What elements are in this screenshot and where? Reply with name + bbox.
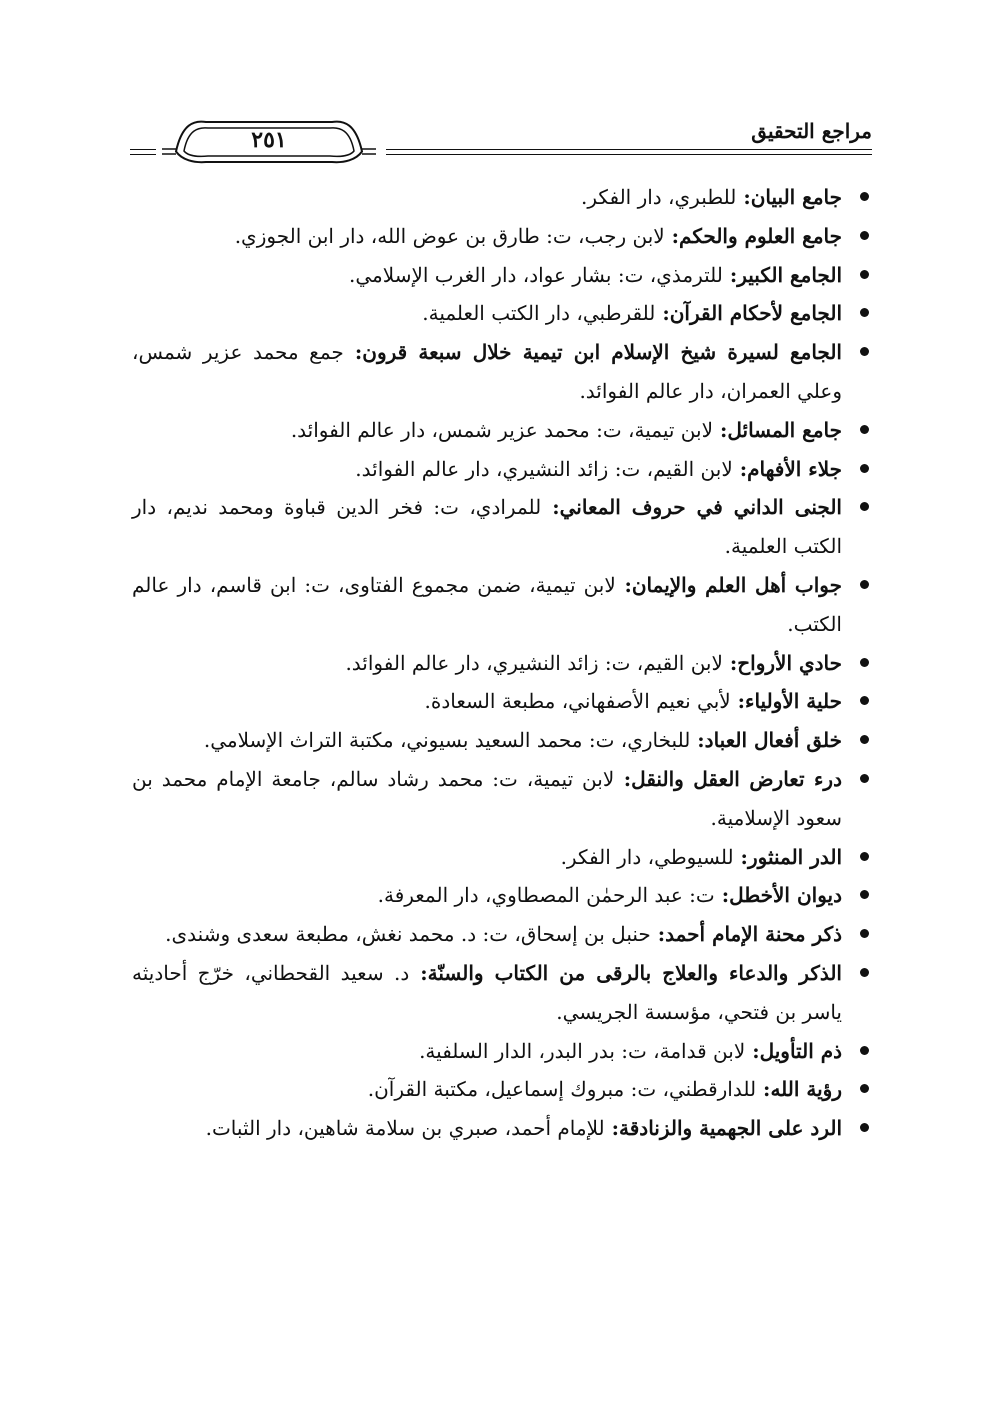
- reference-entry: [132, 1109, 872, 1148]
- bullet-icon: [860, 774, 869, 783]
- title-separator: :: [714, 883, 730, 908]
- reference-title: الجامع لسيرة شيخ الإسلام ابن تيمية خلال سبعة قرون: [362, 340, 842, 365]
- reference-details: لابن تيمية، ت: محمد عزير شمس، دار عالم الفوائد.: [290, 417, 713, 442]
- title-separator: :: [664, 223, 680, 248]
- reference-title: الرد على الجهمية والزنادقة: [619, 1116, 842, 1141]
- reference-entry: [132, 721, 872, 760]
- reference-entry: [132, 566, 872, 644]
- reference-entry: [132, 954, 872, 1032]
- title-separator: :: [756, 1077, 771, 1102]
- bullet-icon: [860, 308, 869, 317]
- title-separator: :: [343, 340, 363, 365]
- reference-title: خلق أفعال العباد: [704, 728, 842, 753]
- bullet-icon: [860, 1084, 869, 1093]
- reference-entry: [132, 876, 872, 915]
- bullet-icon: [860, 347, 869, 356]
- reference-details: جمع محمد عزير شمس، وعلي العمران، دار عالم الفوائد.: [132, 340, 842, 403]
- reference-title: الذكر والدعاء والعلاج بالرقى من الكتاب والسنّة: [427, 960, 842, 985]
- bullet-icon: [860, 929, 869, 938]
- reference-details: حنبل بن إسحاق، ت: د. محمد نغش، مطبعة سعدى وشندى.: [165, 922, 651, 947]
- title-separator: :: [713, 417, 728, 442]
- page-header: [130, 104, 872, 164]
- reference-title: جامع المسائل: [727, 417, 842, 442]
- reference-entry: [132, 256, 872, 295]
- title-separator: :: [650, 922, 666, 947]
- reference-details: د. سعيد القحطاني، خرّج أحاديثه ياسر بن فتحي، مؤسسة الجريسي.: [132, 960, 842, 1024]
- reference-entry: [132, 217, 872, 256]
- title-separator: :: [733, 844, 748, 869]
- reference-details: للترمذي، ت: بشار عواد، دار الغرب الإسلامي.: [349, 262, 723, 287]
- reference-list: [132, 178, 872, 1148]
- bullet-icon: [860, 502, 869, 511]
- reference-entry: [132, 294, 872, 333]
- reference-title: ذم التأويل: [759, 1038, 842, 1063]
- reference-title: جلاء الأفهام: [747, 456, 842, 481]
- reference-details: لابن قدامة، ت: بدر البدر، الدار السلفية.: [419, 1038, 746, 1063]
- reference-details: لابن القيم، ت: زائد النشيري، دار عالم الفوائد.: [345, 650, 723, 675]
- reference-details: للمرادي، ت: فخر الدين قباوة ومحمد نديم، دار الكتب العلمية.: [132, 495, 842, 559]
- header-rule: [130, 154, 156, 155]
- title-separator: :: [541, 495, 560, 520]
- reference-entry: [132, 1070, 872, 1109]
- reference-details: للسيوطي، دار الفكر.: [560, 844, 734, 869]
- reference-entry: [132, 644, 872, 683]
- header-rule: [386, 154, 872, 155]
- running-title: مراجع التحقيق: [751, 119, 872, 143]
- header-rule: [386, 149, 872, 150]
- reference-details: للقرطبي، دار الكتب العلمية.: [422, 301, 656, 326]
- reference-title: جواب أهل العلم والإيمان: [631, 572, 842, 597]
- reference-details: للدارقطني، ت: مبروك إسماعيل، مكتبة القرآن.: [367, 1077, 757, 1102]
- reference-title: حادي الأرواح: [737, 650, 842, 675]
- bullet-icon: [860, 658, 869, 667]
- reference-title: جامع العلوم والحكم: [679, 223, 842, 248]
- title-separator: :: [745, 1038, 760, 1063]
- reference-title: الجامع الكبير: [737, 262, 842, 287]
- reference-title: ديوان الأخطل: [729, 883, 842, 908]
- bullet-icon: [860, 1046, 869, 1055]
- reference-entry: [132, 333, 872, 411]
- bullet-icon: [860, 735, 869, 744]
- bullet-icon: [860, 968, 869, 977]
- title-separator: :: [615, 572, 632, 597]
- title-separator: :: [655, 301, 670, 326]
- reference-entry: [132, 488, 872, 566]
- bullet-icon: [860, 580, 869, 589]
- reference-title: ذكر محنة الإمام أحمد: [665, 922, 842, 947]
- title-separator: :: [736, 185, 751, 209]
- reference-title: الجنى الداني في حروف المعاني: [559, 495, 842, 520]
- reference-title: درء تعارض العقل والنقل: [631, 766, 842, 791]
- bullet-icon: [860, 192, 869, 201]
- title-separator: :: [722, 650, 738, 675]
- reference-entry: [132, 915, 872, 954]
- bullet-icon: [860, 852, 869, 861]
- bullet-icon: [860, 270, 869, 279]
- reference-details: لابن تيمية، ت: محمد رشاد سالم، جامعة الإمام محمد بن سعود الإسلامية.: [132, 766, 842, 830]
- bullet-icon: [860, 231, 869, 240]
- reference-entry: [132, 682, 872, 721]
- reference-details: للإمام أحمد، صبري بن سلامة شاهين، دار الثبات.: [205, 1116, 605, 1141]
- title-separator: :: [722, 262, 738, 287]
- reference-entry: [132, 178, 872, 217]
- title-separator: :: [730, 689, 746, 714]
- reference-entry: [132, 760, 872, 838]
- reference-entry: [132, 411, 872, 450]
- title-separator: :: [604, 1116, 619, 1141]
- bullet-icon: [860, 464, 869, 473]
- reference-title: جامع البيان: [750, 185, 842, 209]
- page-number-frame: [162, 118, 376, 164]
- bullet-icon: [860, 1123, 869, 1132]
- page-number: ٢٥١: [251, 127, 287, 153]
- bullet-icon: [860, 696, 869, 705]
- reference-details: ت: عبد الرحمٰن المصطاوي، دار المعرفة.: [377, 883, 715, 908]
- reference-details: لأبي نعيم الأصفهاني، مطبعة السعادة.: [424, 689, 731, 714]
- header-rule: [130, 149, 156, 150]
- reference-title: الدر المنثور: [747, 844, 842, 869]
- bullet-icon: [860, 425, 869, 434]
- reference-title: حلية الأولياء: [745, 689, 842, 714]
- reference-details: لابن رجب، ت: طارق بن عوض الله، دار ابن الجوزي.: [234, 223, 665, 248]
- title-separator: :: [614, 766, 632, 791]
- reference-title: رؤية الله: [770, 1077, 842, 1102]
- reference-entry: [132, 1032, 872, 1071]
- reference-title: الجامع لأحكام القرآن: [669, 301, 842, 326]
- title-separator: :: [409, 960, 428, 985]
- reference-entry: [132, 838, 872, 877]
- bullet-icon: [860, 890, 869, 899]
- reference-entry: [132, 450, 872, 489]
- reference-details: للطبري، دار الفكر.: [581, 185, 737, 209]
- reference-details: للبخاري، ت: محمد السعيد بسيوني، مكتبة التراث الإسلامي.: [203, 728, 691, 753]
- reference-details: لابن القيم، ت: زائد النشيري، دار عالم الفوائد.: [355, 456, 733, 481]
- title-separator: :: [732, 456, 748, 481]
- reference-details: لابن تيمية، ضمن مجموع الفتاوى، ت: ابن قاسم، دار عالم الكتب.: [132, 572, 842, 636]
- title-separator: :: [690, 728, 705, 753]
